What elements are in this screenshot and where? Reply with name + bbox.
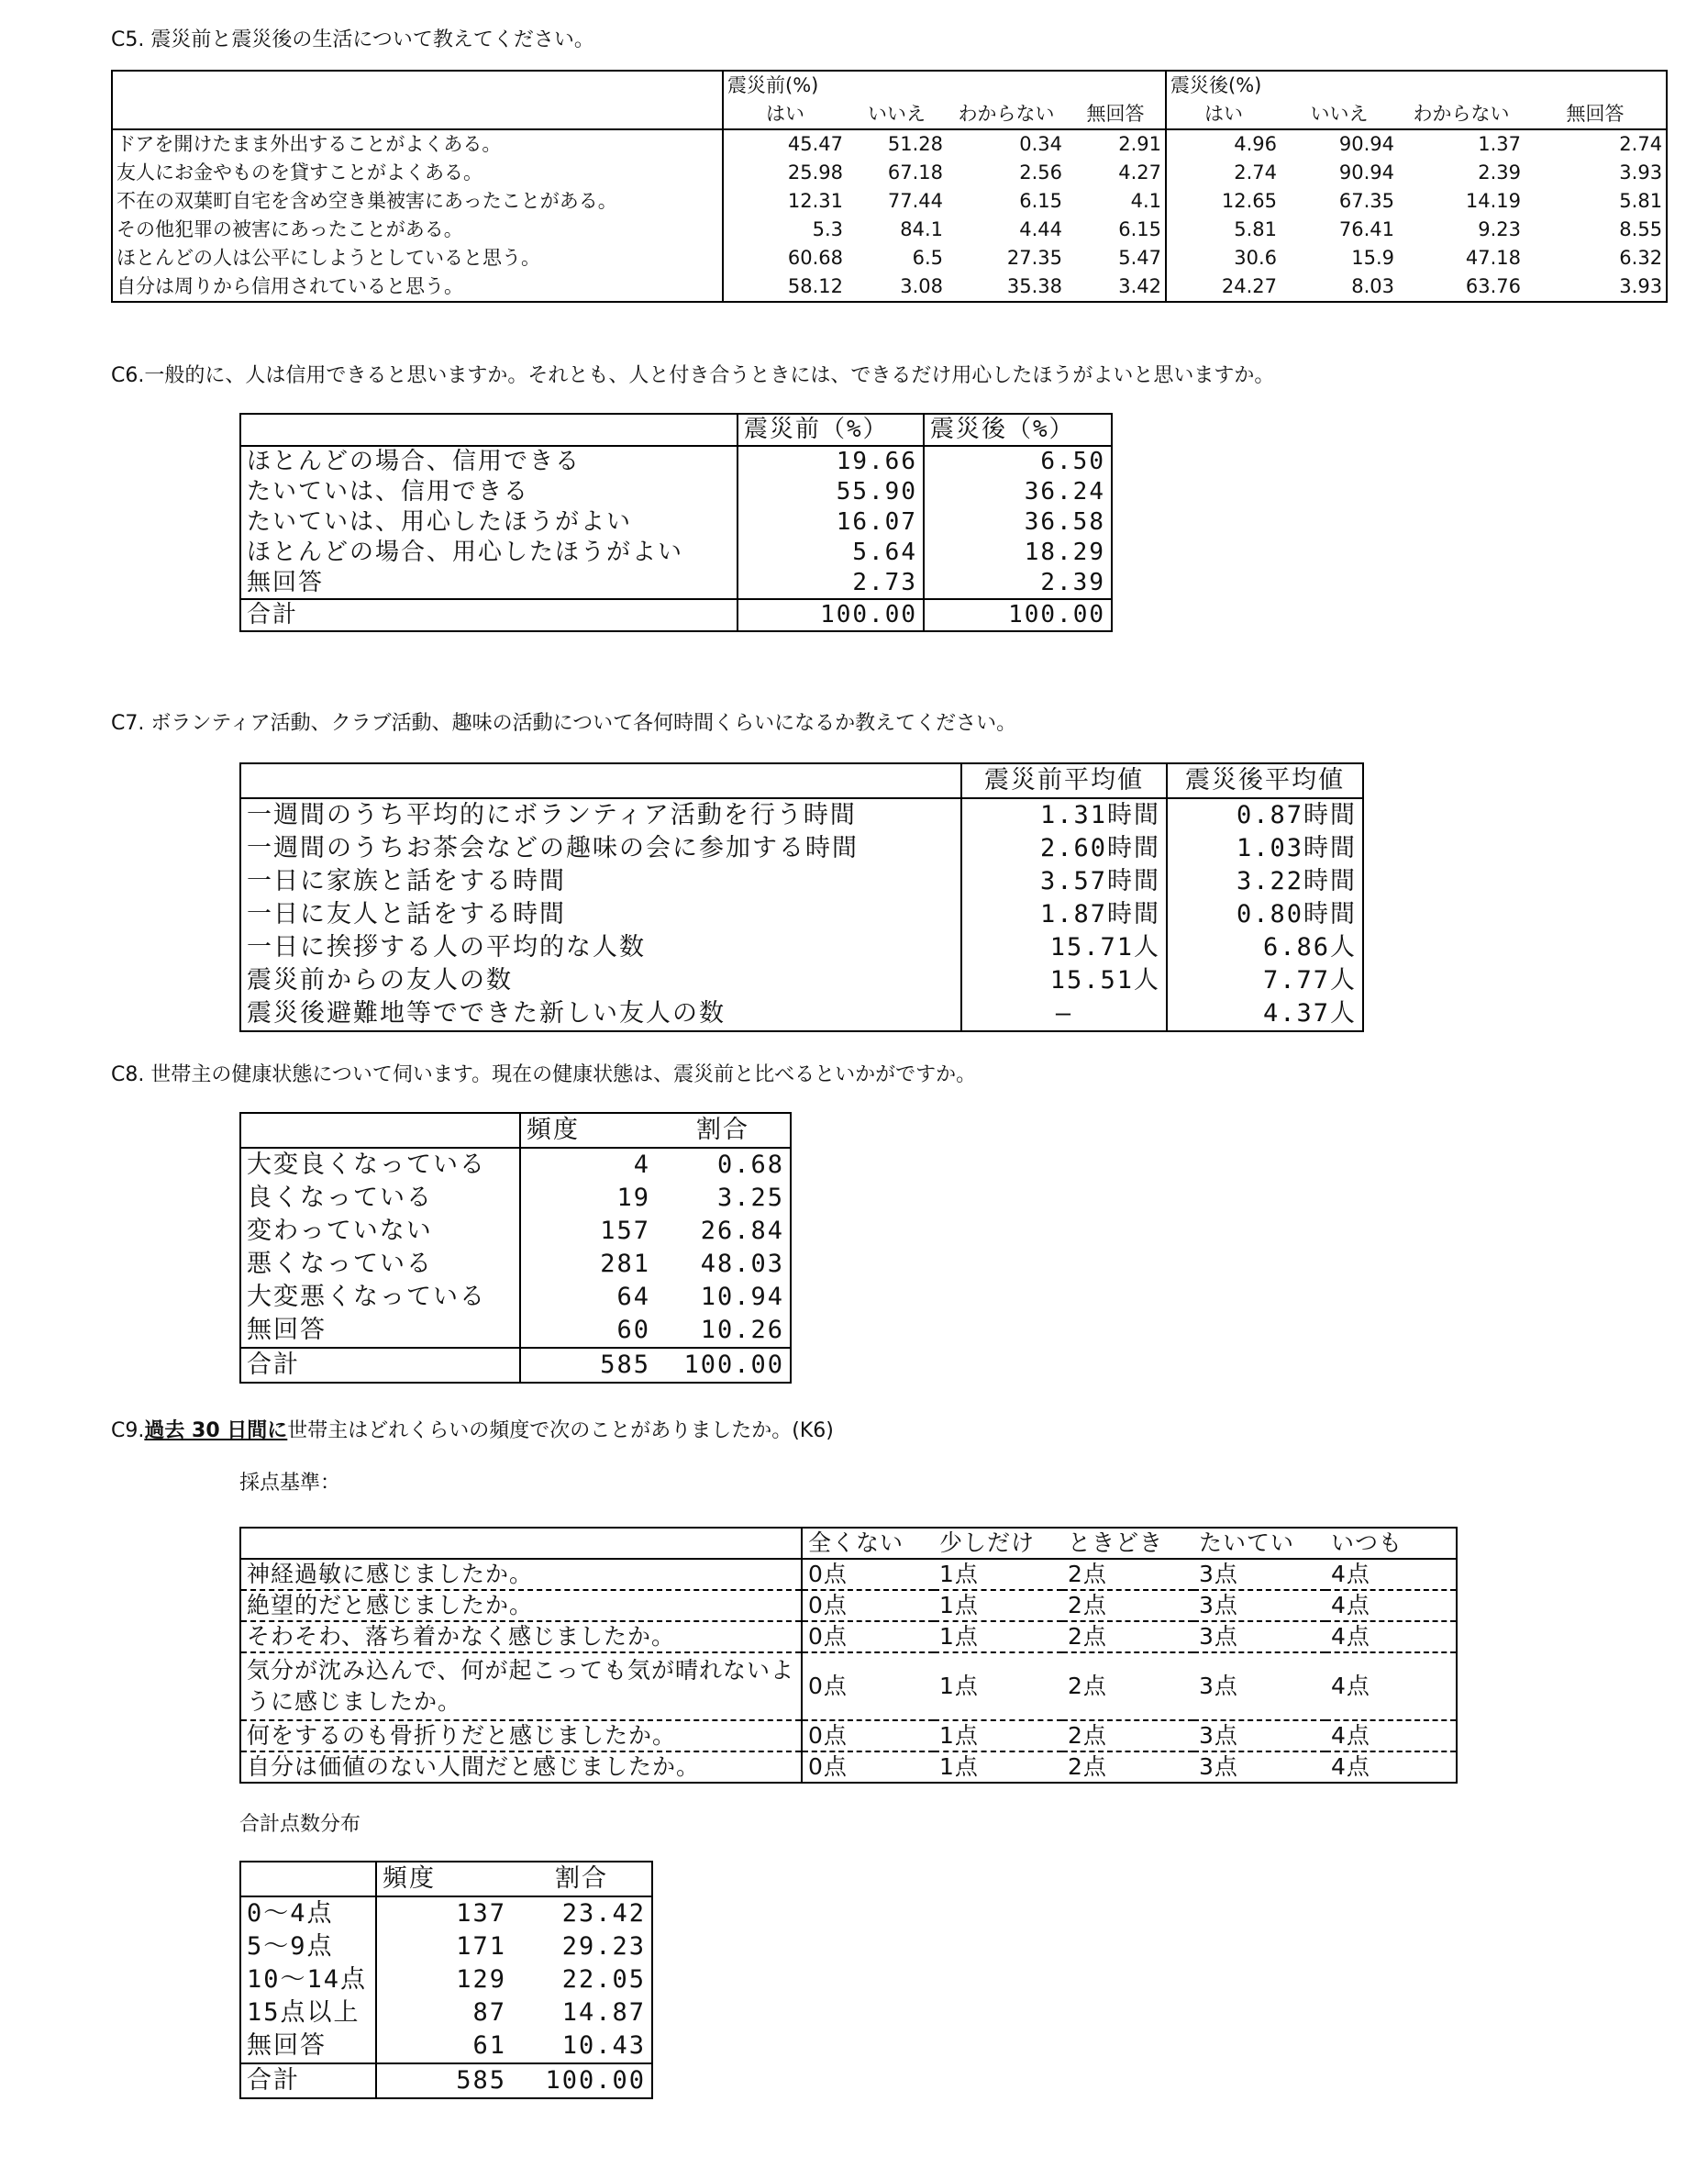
c9-row-label: そわそわ、落ち着かなく感じましたか。: [240, 1621, 802, 1652]
c6-row-label: ほとんどの場合、用心したほうがよい: [247, 539, 684, 566]
c9-row-label: 絶望的だと感じましたか。: [240, 1590, 802, 1621]
table-row: [112, 129, 1667, 159]
c5-after-value: 15.9: [1351, 247, 1395, 269]
c8-table: [239, 1112, 792, 1384]
c9-corner: [240, 1528, 802, 1559]
c7-before-value: 15.51人: [961, 964, 1167, 997]
c6-after-value: 2.39: [924, 568, 1112, 599]
table-row: [240, 2029, 652, 2063]
c9-col-always: いつも: [1325, 1528, 1457, 1559]
c5-before-value: 5.3: [723, 216, 847, 244]
table-row: [240, 1248, 791, 1281]
c9-score-value: 0点: [802, 1590, 934, 1621]
c9-score-value: 2点: [1068, 1753, 1107, 1780]
c8-freq-value: 19: [520, 1182, 656, 1215]
c9-dist-row-label: 10～14点: [247, 1965, 368, 1994]
c9-score-value: 2点: [1062, 1652, 1193, 1720]
c7-row-label: 一日に友人と話をする時間: [247, 900, 566, 928]
table-row: [240, 1996, 652, 2029]
c5-row-label: その他犯罪の被害にあったことがある。: [116, 218, 463, 240]
c9-score-value: 3点: [1199, 1753, 1238, 1780]
table-row: [240, 1590, 1457, 1621]
c8-freq-value: 60: [520, 1314, 656, 1348]
c8-row-label: 大変良くなっている: [247, 1151, 486, 1179]
c9-score-value: 3点: [1193, 1720, 1325, 1751]
c9-score-value: 4点: [1325, 1559, 1457, 1590]
c7-row-label: 一週間のうちお茶会などの趣味の会に参加する時間: [247, 834, 859, 862]
c5-after-value: 8.55: [1619, 218, 1663, 240]
c5-before-value: 67.18: [887, 161, 943, 183]
c9-score-value: 1点: [934, 1720, 1062, 1751]
c9-dist-row-label: 無回答: [247, 2031, 327, 2060]
c5-col-unknown: わからない: [1398, 100, 1525, 129]
table-row: [240, 568, 1112, 599]
c5-col-noanswer: 無回答: [1066, 100, 1166, 129]
c8-ratio-value: 10.94: [700, 1283, 784, 1311]
c5-after-value: 2.74: [1619, 133, 1663, 155]
c5-col-noanswer: 無回答: [1525, 100, 1667, 129]
c5-after-value: 90.94: [1338, 161, 1395, 183]
c9-score-value: 1点: [939, 1753, 979, 1780]
c9-score-value: 2点: [1062, 1590, 1193, 1621]
c5-group-before: 震災前(%): [723, 71, 1166, 100]
c9-question: [111, 1418, 834, 1444]
c7-row-label: 震災後避難地等でできた新しい友人の数: [247, 999, 726, 1028]
c9-score-value: 3点: [1193, 1621, 1325, 1652]
c9-row-label: 神経過敏に感じましたか。: [240, 1559, 802, 1590]
c9-score-value: 4点: [1325, 1720, 1457, 1751]
c9-score-value: 1点: [934, 1590, 1062, 1621]
c5-after-value: 30.6: [1166, 244, 1281, 272]
c9-score-value: 1点: [934, 1621, 1062, 1652]
c5-after-value: 6.32: [1619, 247, 1663, 269]
table-row: [240, 1621, 1457, 1652]
c5-before-value: 5.47: [1118, 247, 1162, 269]
table-row: [240, 446, 1112, 477]
c8-col-ratio: 割合: [656, 1113, 791, 1148]
c9-score-value: 1点: [934, 1652, 1062, 1720]
c6-total-before: 100.00: [738, 599, 924, 631]
c5-before-value: 35.38: [1006, 275, 1062, 297]
c5-row-label: 自分は周りから信用されていると思う。: [116, 275, 463, 297]
c8-freq-value: 281: [520, 1248, 656, 1281]
c5-before-value: 4.1: [1130, 190, 1162, 212]
c5-after-value: 12.65: [1166, 187, 1281, 216]
c5-before-value: 84.1: [900, 218, 943, 240]
c7-row-label: 一日に家族と話をする時間: [247, 867, 566, 895]
c9-score-value: 4点: [1325, 1621, 1457, 1652]
table-row: [240, 1930, 652, 1963]
c7-row-label: 一週間のうち平均的にボランティア活動を行う時間: [247, 801, 857, 829]
c5-question: C5. 震災前と震災後の生活について教えてください。: [111, 28, 594, 51]
c6-total-label: 合計: [240, 599, 738, 631]
c9-score-value: 4点: [1325, 1590, 1457, 1621]
c9-dist-freq-value: 87: [376, 1996, 512, 2029]
c9-score-value: 3点: [1193, 1559, 1325, 1590]
c6-corner: [240, 414, 738, 446]
c8-ratio-value: 0.68: [716, 1151, 784, 1179]
c8-row-label: 良くなっている: [247, 1184, 433, 1212]
c6-row-label: たいていは、信用できる: [247, 478, 530, 506]
c7-corner: [240, 763, 961, 798]
c9-dist-ratio-value: 22.05: [561, 1965, 646, 1994]
c6-after-value: 18.29: [924, 538, 1112, 568]
c5-group-after: 震災後(%): [1166, 71, 1667, 100]
c7-before-value: 1.31時間: [961, 798, 1167, 832]
c9-score-value: 2点: [1062, 1559, 1193, 1590]
c5-before-value: 4.27: [1118, 161, 1162, 183]
c7-after-value: 1.03時間: [1167, 832, 1363, 865]
c8-row-label: 変わっていない: [247, 1217, 433, 1245]
c9-dist-table: [239, 1861, 653, 2099]
table-row: [240, 1281, 791, 1314]
c6-after-value: 36.24: [924, 477, 1112, 507]
c6-row-label: ほとんどの場合、信用できる: [247, 448, 582, 475]
c9-dist-label: 合計点数分布: [239, 1813, 361, 1836]
table-row: [240, 1896, 652, 1930]
c9-score-value: 0点: [802, 1720, 934, 1751]
c9-score-value: 0点: [802, 1559, 934, 1590]
c9-dist-freq-value: 137: [376, 1896, 512, 1930]
c8-ratio-value: 26.84: [700, 1217, 784, 1245]
c5-row-label: 友人にお金やものを貸すことがよくある。: [116, 161, 482, 183]
c8-row-label: 大変悪くなっている: [247, 1283, 486, 1311]
table-row: [240, 1720, 1457, 1751]
c8-row-label: 無回答: [247, 1316, 327, 1344]
c5-after-value: 24.27: [1166, 272, 1281, 302]
table-row: [240, 1215, 791, 1248]
c6-after-value: 6.50: [924, 446, 1112, 477]
c9-dist-ratio-value: 14.87: [561, 1998, 646, 2027]
c5-before-value: 25.98: [723, 159, 847, 187]
c7-col-before: 震災前平均値: [961, 763, 1167, 798]
c8-ratio-value: 10.26: [700, 1316, 784, 1344]
c5-before-value: 6.5: [912, 247, 943, 269]
c5-before-value: 2.56: [1019, 161, 1062, 183]
c8-total-label: 合計: [240, 1348, 520, 1383]
c5-before-value: 0.34: [1019, 133, 1062, 155]
c5-before-value: 6.15: [1019, 190, 1062, 212]
table-row: [112, 272, 1667, 302]
c7-col-after: 震災後平均値: [1167, 763, 1363, 798]
table-row: [240, 507, 1112, 538]
c5-after-value: 76.41: [1338, 218, 1395, 240]
c5-before-value: 77.44: [887, 190, 943, 212]
c9-col-a-little: 少しだけ: [934, 1528, 1062, 1559]
c5-table: [111, 70, 1668, 303]
table-row: [240, 898, 1363, 931]
c7-row-label: 震災前からの友人の数: [247, 966, 513, 995]
c9-dist-freq-value: 61: [376, 2029, 512, 2063]
c7-question: C7. ボランティア活動、クラブ活動、趣味の活動について各何時間くらいになるか教えてください。: [111, 712, 1017, 735]
table-row: [240, 1559, 1457, 1590]
table-row: [112, 216, 1667, 244]
c9-score-value: 4点: [1325, 1652, 1457, 1720]
c6-before-value: 19.66: [738, 446, 924, 477]
c9-dist-total-ratio: 100.00: [512, 2063, 652, 2098]
c6-after-value: 36.58: [924, 507, 1112, 538]
c8-freq-value: 4: [520, 1148, 656, 1182]
c9-question-emphasis: 過去 30 日間に: [144, 1419, 288, 1442]
c9-col-never: 全くない: [802, 1528, 934, 1559]
table-row: [240, 1182, 791, 1215]
table-row: [112, 187, 1667, 216]
c5-after-value: 90.94: [1338, 133, 1395, 155]
c7-before-value: 3.57時間: [961, 865, 1167, 898]
table-row: [240, 538, 1112, 568]
c5-before-value: 45.47: [723, 129, 847, 159]
c5-after-value: 3.93: [1619, 275, 1663, 297]
c5-after-value: 4.96: [1166, 129, 1281, 159]
c9-score-value: 2点: [1062, 1621, 1193, 1652]
c7-row-label: 一日に挨拶する人の平均的な人数: [247, 933, 646, 962]
table-row: [240, 931, 1363, 964]
c7-before-value: —: [961, 997, 1167, 1031]
table-row: [240, 477, 1112, 507]
table-row: [240, 865, 1363, 898]
c6-row-label: 無回答: [247, 569, 325, 596]
table-row: [240, 1963, 652, 1996]
c6-col-before: 震災前（%）: [738, 414, 924, 446]
c9-dist-freq-value: 129: [376, 1963, 512, 1996]
c5-col-yes: はい: [723, 100, 847, 129]
c5-col-no: いいえ: [847, 100, 947, 129]
c6-question: C6.一般的に、人は信用できると思いますか。それとも、人と付き合うときには、できるだけ用心したほうがよいと思いますか。: [111, 364, 1275, 387]
c6-before-value: 16.07: [738, 507, 924, 538]
c9-row-label: 気分が沈み込んで、何が起こっても気が晴れないように感じましたか。: [240, 1652, 802, 1720]
c7-before-value: 2.60時間: [961, 832, 1167, 865]
c7-before-value: 15.71人: [961, 931, 1167, 964]
c5-after-value: 14.19: [1465, 190, 1522, 212]
c7-table: [239, 762, 1364, 1032]
table-row: [240, 1652, 1457, 1720]
c9-col-sometimes: ときどき: [1062, 1528, 1193, 1559]
c5-after-value: 9.23: [1478, 218, 1522, 240]
c5-before-value: 3.42: [1118, 275, 1162, 297]
c8-ratio-value: 48.03: [700, 1250, 784, 1278]
c8-corner: [240, 1113, 520, 1148]
table-row: [240, 964, 1363, 997]
c5-after-value: 3.93: [1619, 161, 1663, 183]
c5-before-value: 27.35: [1006, 247, 1062, 269]
c7-after-value: 3.22時間: [1167, 865, 1363, 898]
c5-after-value: 5.81: [1619, 190, 1663, 212]
c5-before-value: 60.68: [723, 244, 847, 272]
c5-col-yes: はい: [1166, 100, 1281, 129]
table-row: [240, 832, 1363, 865]
c8-col-freq: 頻度: [520, 1113, 656, 1148]
c9-score-value: 0点: [802, 1751, 934, 1783]
c7-after-value: 7.77人: [1167, 964, 1363, 997]
c5-after-value: 2.39: [1478, 161, 1522, 183]
c9-dist-row-label: 5～9点: [247, 1932, 334, 1961]
table-row: [112, 244, 1667, 272]
c8-total-ratio: 100.00: [656, 1348, 791, 1383]
c9-row-label: 自分は価値のない人間だと感じましたか。: [247, 1753, 701, 1780]
c9-score-value: 1点: [934, 1559, 1062, 1590]
c5-before-value: 51.28: [887, 133, 943, 155]
c6-before-value: 55.90: [738, 477, 924, 507]
c6-col-after: 震災後（%）: [924, 414, 1112, 446]
c5-row-label: ほとんどの人は公平にしようとしていると思う。: [116, 247, 540, 269]
c9-score-value: 3点: [1193, 1590, 1325, 1621]
table-row: [240, 1751, 1457, 1783]
c7-after-value: 0.87時間: [1167, 798, 1363, 832]
c8-question: C8. 世帯主の健康状態について伺います。現在の健康状態は、震災前と比べるといかがですか。: [111, 1063, 977, 1086]
c7-before-value: 1.87時間: [961, 898, 1167, 931]
c9-score-value: 0点: [802, 1652, 934, 1720]
c9-score-value: 3点: [1193, 1652, 1325, 1720]
c7-after-value: 4.37人: [1167, 997, 1363, 1031]
c9-dist-freq-value: 171: [376, 1930, 512, 1963]
c5-row-label: 不在の双葉町自宅を含め空き巣被害にあったことがある。: [116, 190, 617, 212]
c5-after-value: 47.18: [1465, 247, 1522, 269]
c5-after-value: 63.76: [1465, 275, 1522, 297]
c5-before-value: 6.15: [1118, 218, 1162, 240]
c6-before-value: 5.64: [738, 538, 924, 568]
table-row: [112, 159, 1667, 187]
c8-ratio-value: 3.25: [716, 1184, 784, 1212]
c5-corner: [112, 71, 723, 129]
c8-freq-value: 64: [520, 1281, 656, 1314]
table-row: [240, 1314, 791, 1348]
c5-after-value: 5.81: [1166, 216, 1281, 244]
c9-scoring-table: [239, 1527, 1458, 1784]
c6-total-after: 100.00: [924, 599, 1112, 631]
c9-score-value: 4点: [1331, 1753, 1370, 1780]
c9-dist-ratio-value: 29.23: [561, 1932, 646, 1961]
c8-freq-value: 157: [520, 1215, 656, 1248]
c9-score-value: 0点: [802, 1621, 934, 1652]
c5-before-value: 3.08: [900, 275, 943, 297]
c9-dist-ratio-value: 10.43: [561, 2031, 646, 2060]
c9-dist-corner: [240, 1862, 376, 1896]
c5-before-value: 4.44: [1019, 218, 1062, 240]
c9-dist-total-label: 合計: [240, 2063, 376, 2098]
c7-after-value: 6.86人: [1167, 931, 1363, 964]
c5-col-unknown: わからない: [947, 100, 1066, 129]
c9-dist-ratio-value: 23.42: [561, 1899, 646, 1928]
c8-row-label: 悪くなっている: [247, 1250, 433, 1278]
c9-col-usually: たいてい: [1193, 1528, 1325, 1559]
c9-dist-row-label: 0～4点: [247, 1899, 334, 1928]
c5-before-value: 58.12: [723, 272, 847, 302]
c9-question-text: 世帯主はどれくらいの頻度で次のことがありましたか。(K6): [287, 1419, 834, 1442]
c9-row-label: 何をするのも骨折りだと感じましたか。: [240, 1720, 802, 1751]
c9-dist-col-ratio: 割合: [512, 1862, 652, 1896]
c9-question-prefix: C9.: [111, 1419, 145, 1442]
c8-total-freq: 585: [520, 1348, 656, 1383]
c5-before-value: 2.91: [1118, 133, 1162, 155]
c9-score-value: 2点: [1062, 1720, 1193, 1751]
c5-after-value: 2.74: [1166, 159, 1281, 187]
c5-after-value: 8.03: [1351, 275, 1395, 297]
c6-before-value: 2.73: [738, 568, 924, 599]
c6-row-label: たいていは、用心したほうがよい: [247, 508, 633, 536]
c6-table: [239, 413, 1113, 632]
c7-after-value: 0.80時間: [1167, 898, 1363, 931]
c9-dist-row-label: 15点以上: [247, 1998, 360, 2027]
c5-before-value: 12.31: [723, 187, 847, 216]
c5-row-label: ドアを開けたまま外出することがよくある。: [116, 133, 502, 155]
table-row: [240, 997, 1363, 1031]
c5-after-value: 67.35: [1338, 190, 1395, 212]
table-row: [240, 1148, 791, 1182]
c9-dist-total-freq: 585: [376, 2063, 512, 2098]
table-row: [240, 798, 1363, 832]
c9-dist-col-freq: 頻度: [376, 1862, 512, 1896]
c9-scoring-label: 採点基準：: [239, 1472, 341, 1495]
c5-col-no: いいえ: [1281, 100, 1398, 129]
c5-after-value: 1.37: [1478, 133, 1522, 155]
